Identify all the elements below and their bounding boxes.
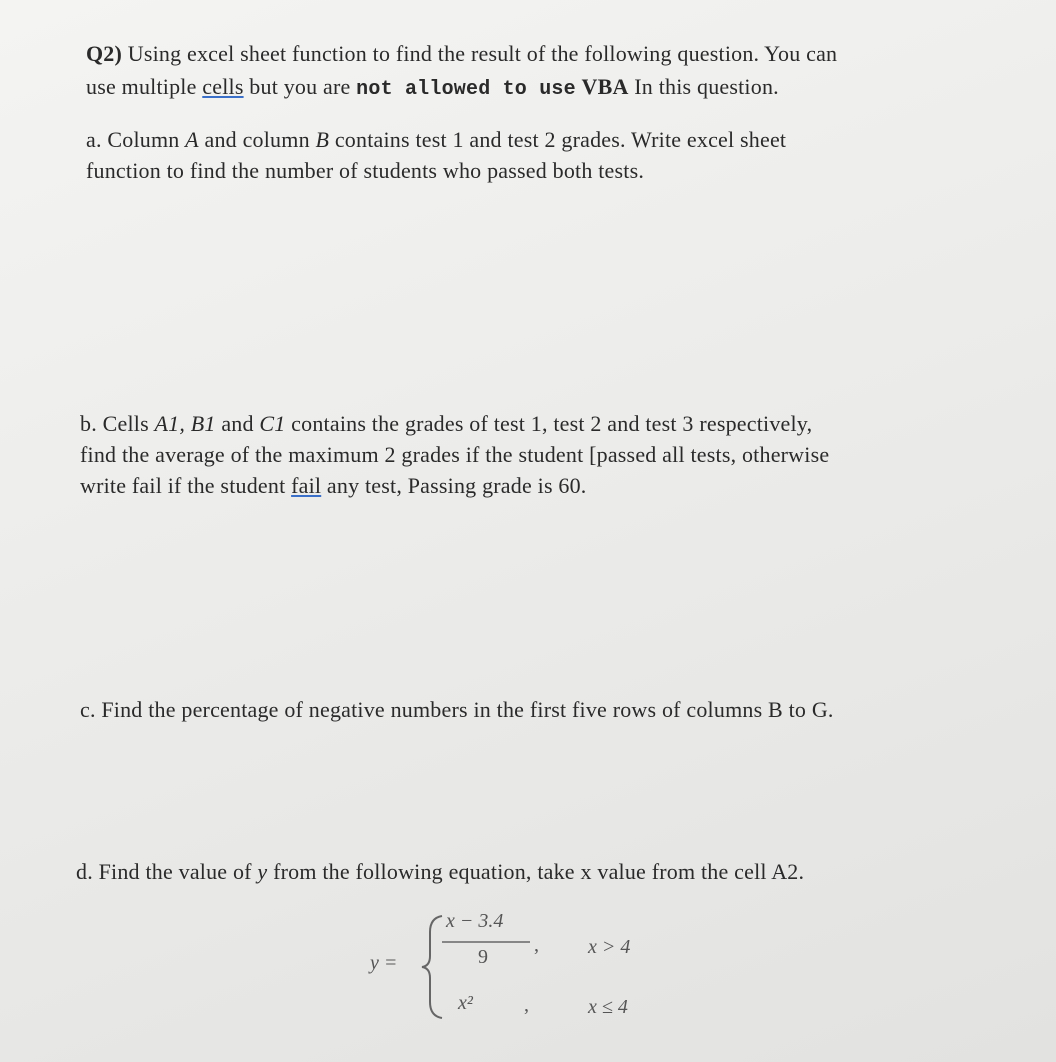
part-b-line1: b. Cells A1, B1 and C1 contains the grades of test 1, test 2 and test 3 respectively, xyxy=(80,411,813,436)
part-d-line1: d. Find the value of y from the following equation, take x value from the cell A2. xyxy=(76,859,805,884)
question-intro xyxy=(86,38,1016,105)
question-intro-line2: use multiple cells but you are not allowed to use VBA In this question. xyxy=(86,74,779,101)
cells-link: cells xyxy=(202,74,244,99)
part-d xyxy=(76,856,1026,887)
case1-denominator: 9 xyxy=(478,946,488,968)
question-label: Q2) xyxy=(86,41,123,66)
piecewise-equation xyxy=(370,908,670,1028)
part-a-line1: a. Column A and column B contains test 1 and test 2 grades. Write excel sheet xyxy=(86,127,787,152)
case1-numerator: x − 3.4 xyxy=(446,910,504,932)
part-b-line3: write fail if the student fail any test, Passing grade is 60. xyxy=(80,473,587,498)
part-b-line2: find the average of the maximum 2 grades if the student [passed all tests, otherwise xyxy=(80,442,830,467)
case2-separator: , xyxy=(524,994,529,1016)
equation-lhs: y = xyxy=(370,952,398,974)
part-a-line2: function to find the number of students who passed both tests. xyxy=(86,158,645,183)
fraction-bar xyxy=(442,940,532,944)
case1-condition: x > 4 xyxy=(588,936,631,958)
part-c xyxy=(80,694,1020,725)
case2-expression: x² xyxy=(458,992,473,1014)
left-brace-icon xyxy=(418,912,448,1022)
case1-separator: , xyxy=(534,934,539,956)
part-b xyxy=(80,408,1020,501)
fail-link: fail xyxy=(291,473,322,498)
question-intro-line1: Q2) Using excel sheet function to find the result of the following question. You can xyxy=(86,41,838,66)
part-a xyxy=(86,124,1016,186)
case2-condition: x ≤ 4 xyxy=(588,996,628,1018)
part-c-line1: c. Find the percentage of negative numbers in the first five rows of columns B to G. xyxy=(80,697,834,722)
